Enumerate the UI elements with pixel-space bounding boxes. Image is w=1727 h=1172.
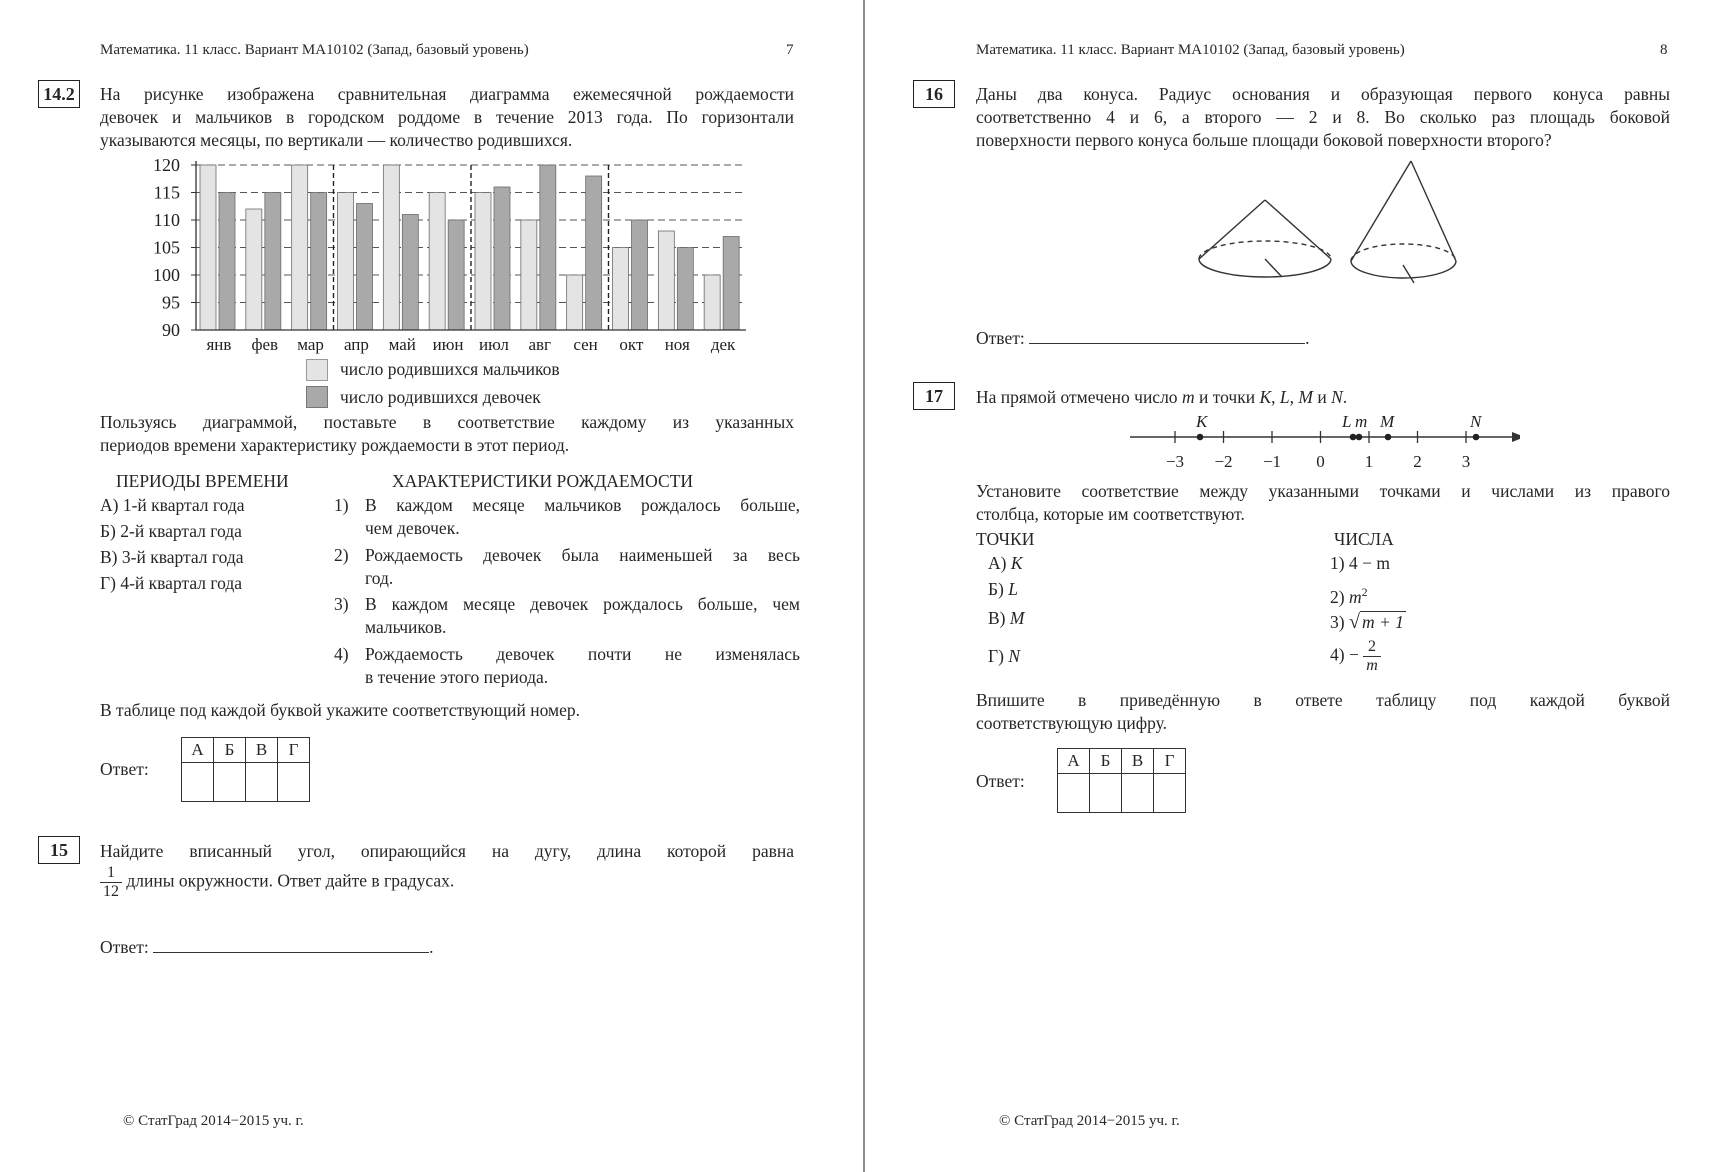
number-line [1120,405,1520,475]
bar-girls-мар [311,193,327,331]
bar-boys-янв [200,165,216,330]
point-option-b [988,578,1018,601]
sqrt-icon: √ [1348,611,1360,633]
period-item: А) 1-й квартал года [100,495,245,515]
answer-label-14-2: Ответ: [100,759,149,779]
bar-boys-апр [338,193,354,331]
x-tick-label: апр [343,335,369,354]
legend-swatch-girls [306,386,328,408]
intro-line: На рисунке изображена сравнительная диаграмма ежемесячной рождаемости [100,84,794,104]
legend-swatch-boys [306,359,328,381]
var-K: K [1259,387,1272,407]
characteristic-line: год. [365,568,394,588]
answer-table-letter: А [1058,749,1090,774]
point-N-dot [1473,434,1480,441]
option-prefix: Б) [988,579,1004,599]
point-m-dot [1356,434,1363,441]
bar-boys-окт [613,248,629,331]
task-number-16: 16 [913,80,955,108]
number-line-tick-labels [1166,452,1470,471]
answer-cell[interactable] [1090,774,1122,813]
var-L: L [1008,579,1018,599]
characteristic-line: чем девочек. [365,518,460,538]
characteristic-item [365,494,800,540]
answer-cell[interactable] [246,763,278,802]
bar-boys-авг [521,220,537,330]
y-tick-label: 110 [153,210,180,230]
number-line-tick-label: −3 [1165,452,1185,471]
task-15-line2: длины окружности. Ответ дайте в градусах. [126,870,455,891]
characteristic-line: В каждом месяце мальчиков рождалось больше, [365,495,800,515]
cones-figure [1180,150,1480,300]
var-m: m [1181,387,1195,407]
answer-table-letter: В [246,738,278,763]
fraction-two-over-m [1363,638,1381,675]
answer-table-letter: Б [214,738,246,763]
answer-cell[interactable] [182,763,214,802]
bar-boys-июл [475,193,491,331]
y-tick-label: 95 [162,292,180,313]
answer-line-16[interactable] [1029,327,1305,344]
answer-label-15: Ответ: [100,937,149,957]
right-page-header: Математика. 11 класс. Вариант МА10102 (Запад, базовый уровень) [976,42,1405,58]
y-tick-label: 115 [153,182,180,203]
bar-boys-сен [567,275,583,330]
x-tick-label: май [388,335,416,354]
chart-y-tick-labels [153,155,180,340]
answer-end-period: . [1305,328,1310,348]
instruction-line: периодов времени характеристику рождаемости в этот период. [100,435,570,455]
intro-line: указываются месяцы, по вертикали — количество родившихся. [100,130,573,150]
point-option-d [988,645,1020,668]
bar-boys-июн [429,193,445,331]
task-16-line: соответственно 4 и 6, а второго — 2 и 8. Во сколько раз площадь боковой [976,107,1670,127]
answer-label-17: Ответ: [976,771,1025,791]
number-line-tick-label: −2 [1214,452,1233,471]
point-m-label: m [1355,412,1368,431]
fraction-denominator: 12 [103,883,119,900]
var-K: K [1010,553,1023,573]
characteristic-item [365,593,800,639]
var-N: N [1331,387,1343,407]
answer-table-letter: Б [1090,749,1122,774]
cone-second-radius [1403,265,1414,283]
right-page-number: 8 [1660,42,1668,58]
answer-table-letter: Г [278,738,310,763]
answer-row-15 [100,936,433,959]
y-tick-label: 90 [162,320,180,340]
bar-girls-июл [494,187,510,330]
bar-boys-май [383,165,399,330]
bar-girls-июн [448,220,464,330]
task-17-write-instruction [976,689,1670,735]
characteristic-line: Рождаемость девочек была наименьшей за весь [365,545,800,565]
number-line-tick-label: 0 [1316,452,1325,471]
intro-line: девочек и мальчиков в городском роддоме в течение 2013 года. По горизонтали [100,107,794,127]
point-option-a [988,552,1023,575]
x-tick-label: сен [573,335,598,354]
task-number-14-2: 14.2 [38,80,80,108]
legend-label-boys: число родившихся мальчиков [340,359,560,379]
option-prefix: 4) − [1330,644,1359,665]
intro-text: и [1317,387,1327,407]
task-number-15: 15 [38,836,80,864]
periods-column-header: ПЕРИОДЫ ВРЕМЕНИ [116,471,289,491]
sqrt-radicand: m + 1 [1361,612,1404,632]
answer-line-15[interactable] [153,936,429,953]
cone-second-left-edge [1351,161,1411,261]
number-option-4 [1330,638,1381,675]
task-16-text [976,83,1670,152]
cone-second-right-edge [1411,161,1456,261]
answer-table-letter: Г [1154,749,1186,774]
answer-cell[interactable] [278,763,310,802]
option-prefix: 3) [1330,612,1345,632]
characteristics-column-header: ХАРАКТЕРИСТИКИ РОЖДАЕМОСТИ [392,471,694,491]
answer-row-16 [976,327,1309,350]
cone-second-base-back [1351,244,1456,261]
var-M: M [1298,387,1313,407]
left-page-header: Математика. 11 класс. Вариант МА10102 (Запад, базовый уровень) [100,42,529,58]
task-17-instruction [976,480,1670,526]
x-tick-label: дек [710,335,736,354]
number-line-tick-label: 1 [1364,452,1374,471]
bar-girls-янв [219,193,235,331]
bar-girls-май [402,215,418,331]
fraction-denominator: m [1366,657,1378,674]
x-tick-label: авг [528,335,552,354]
chart-x-tick-labels [206,335,736,354]
characteristic-item [365,643,800,689]
characteristic-number: 1) [334,495,349,515]
task-14-2-instruction [100,411,794,457]
points-column-header: ТОЧКИ [976,529,1035,549]
left-page-footer: © СтатГрад 2014−2015 уч. г. [123,1113,304,1129]
bar-girls-апр [357,204,373,331]
table-note: В таблице под каждой буквой укажите соответствующий номер. [100,700,580,720]
instruction-line: соответствующую цифру. [976,713,1168,733]
bar-boys-дек [704,275,720,330]
y-tick-label: 100 [153,265,180,285]
x-tick-label: окт [619,335,644,354]
number-line-arrow-icon [1512,432,1520,442]
characteristic-line: Рождаемость девочек почти не изменялась [365,644,800,664]
option-prefix: 2) [1330,586,1345,607]
number-line-tick-label: 3 [1461,452,1471,471]
number-line-tick-label: −1 [1262,452,1282,471]
instruction-line: столбца, которые им соответствуют. [976,504,1245,524]
fraction-numerator: 1 [100,864,122,883]
bar-girls-фев [265,193,281,331]
x-tick-label: мар [297,335,324,354]
answer-table-letter: В [1122,749,1154,774]
period-item: Г) 4-й квартал года [100,573,243,593]
task-15-line1: Найдите вписанный угол, опирающийся на дугу, длина которой равна [100,841,794,861]
left-page-number: 7 [786,42,794,58]
point-K-label: K [1196,412,1208,431]
answer-cell[interactable] [214,763,246,802]
point-L-label: L [1342,412,1352,431]
task-16-line: поверхности первого конуса больше площади боковой поверхности второго? [976,130,1552,150]
answer-cell[interactable] [1154,774,1186,813]
option-prefix: А) [988,553,1007,573]
answer-end-period: . [429,937,434,957]
task-17-intro: На прямой отмечено число m и точки K, L, M и N. [976,387,1348,407]
task-15-line2-wrap [100,864,454,901]
x-tick-label: янв [206,335,232,354]
x-tick-label: фев [251,335,279,354]
x-tick-label: июл [478,335,509,354]
option-prefix: В) [988,608,1006,628]
cone-second-base-front [1351,261,1456,278]
instruction-line: Установите соответствие между указанными точками и числами из правого [976,481,1670,501]
numbers-column-header: ЧИСЛА [1334,529,1394,549]
cone-first-left-edge [1199,200,1265,259]
cone-first-base-front [1199,259,1331,277]
cone-first [1199,200,1331,277]
characteristic-line: мальчиков. [365,617,447,637]
bar-girls-авг [540,165,556,330]
legend-label-girls: число родившихся девочек [340,387,541,407]
var-N: N [1008,646,1021,666]
chart-bars [200,165,739,330]
point-L-dot [1350,434,1357,441]
answer-table-letter: А [182,738,214,763]
var-M: M [1009,608,1025,628]
period-item: В) 3-й квартал года [100,547,244,567]
instruction-line: Впишите в приведённую в ответе таблицу под каждой буквой [976,690,1670,710]
number-option-1: 1) 4 − m [1330,553,1390,573]
task-15-line1-wrap [100,840,794,863]
characteristic-line: в течение этого периода. [365,667,549,687]
cone-second [1351,161,1456,283]
intro-text: и точки [1198,387,1256,407]
period-item: Б) 2-й квартал года [100,521,242,541]
birth-rate-chart [0,0,863,420]
page-divider [863,0,865,1172]
instruction-line: Пользуясь диаграммой, поставьте в соответствие каждому из указанных [100,412,794,432]
answer-label-16: Ответ: [976,328,1025,348]
point-M-dot [1385,434,1392,441]
task-number-17: 17 [913,382,955,410]
bar-girls-ноя [677,248,693,331]
bar-boys-мар [292,165,308,330]
point-K-dot [1197,434,1204,441]
number-option-3 [1330,611,1406,634]
answer-cell[interactable] [1058,774,1090,813]
y-tick-label: 120 [153,155,180,175]
right-page-footer: © СтатГрад 2014−2015 уч. г. [999,1113,1180,1129]
bar-girls-сен [586,176,602,330]
point-M-label: M [1380,412,1395,431]
number-line-tick-label: 2 [1413,452,1422,471]
bar-boys-фев [246,209,262,330]
bar-girls-окт [632,220,648,330]
point-option-c [988,607,1024,630]
cone-first-radius [1265,259,1282,277]
task-16-line: Даны два конуса. Радиус основания и образующая первого конуса равны [976,84,1670,104]
var-L: L [1279,387,1290,407]
x-tick-label: июн [432,335,464,354]
characteristic-line: В каждом месяце девочек рождалось больше, чем [365,594,800,614]
characteristic-number: 4) [334,644,349,664]
intro-text: На прямой отмечено число [976,387,1178,407]
answer-cell[interactable] [1122,774,1154,813]
bar-boys-ноя [658,231,674,330]
number-option-2 [1330,581,1368,609]
exponent: 2 [1361,585,1368,599]
characteristic-number: 2) [334,545,349,565]
var-m: m [1348,586,1362,607]
bar-girls-дек [723,237,739,331]
point-N-label: N [1470,412,1482,431]
answer-table-17 [1057,748,1186,813]
fraction-one-twelfth [100,864,122,901]
x-tick-label: ноя [664,335,690,354]
y-tick-label: 105 [153,237,180,258]
option-prefix: Г) [988,646,1004,666]
characteristic-item [365,544,800,590]
fraction-numerator: 2 [1363,638,1381,657]
characteristic-number: 3) [334,594,349,614]
answer-table-14-2 [181,737,310,802]
cone-first-base-back [1199,241,1331,259]
